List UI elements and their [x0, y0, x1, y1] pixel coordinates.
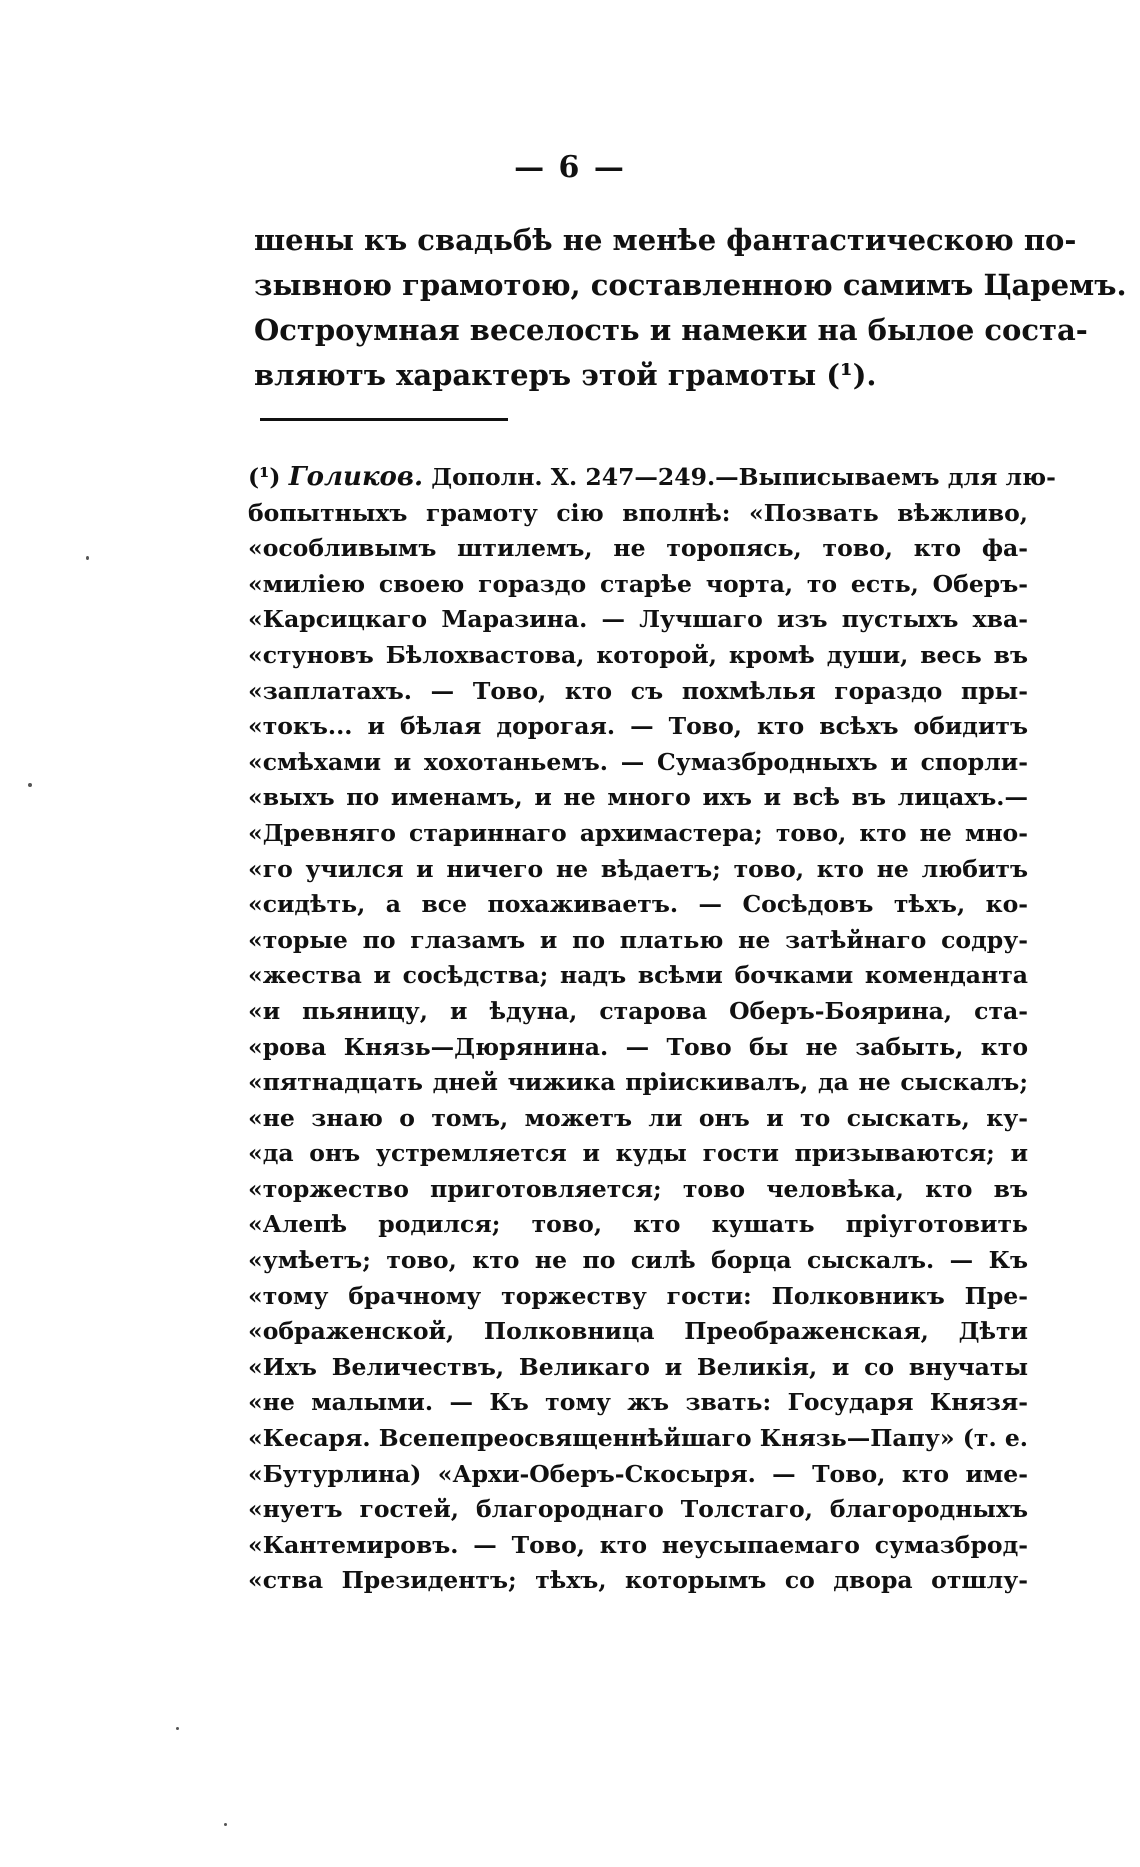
scan-speck: [28, 783, 32, 787]
scan-speck: [86, 556, 89, 560]
footnote-line: «Карсицкаго Маразина. — Лучшаго изъ пустыхъ хва-: [248, 605, 1028, 634]
footnote-line: «жества и сосѣдства; надъ всѣми бочками комендантa: [248, 961, 1028, 990]
footnote-divider: [260, 418, 508, 421]
footnote-line: «смѣхами и хохотаньемъ. — Сумазбродныхъ и спорли-: [248, 747, 1028, 776]
footnote-line: «миліею своею гораздо старѣе чорта, то есть, Оберъ-: [248, 569, 1028, 598]
footnote-line: «особливымъ штилемъ, не торопясь, тово, кто фа-: [248, 534, 1028, 563]
footnote-line: «рова Князь—Дюрянина. — Тово бы не забыть, кто: [248, 1032, 1028, 1061]
footnote-line: «не малыми. — Къ тому жъ звать: Государя Князя-: [248, 1388, 1028, 1417]
footnote-line: «и пьяницу, и ѣдуна, старова Оберъ-Боярина, ста-: [248, 996, 1028, 1025]
footnote-line: «ства Президентъ; тѣхъ, которымъ со двора отшлу-: [248, 1566, 1028, 1595]
scan-speck: [176, 1727, 179, 1730]
footnote-citation: Дополн. Х. 247—249.—Выписываемъ для лю-: [431, 463, 1056, 491]
footnote-line: «торжество приготовляется; тово человѣка, кто въ: [248, 1174, 1028, 1203]
footnote-line: «токъ... и бѣлая дорогая. — Тово, кто всѣхъ обидитъ: [248, 712, 1028, 741]
footnote-author: Голиков.: [288, 462, 424, 492]
footnote-line: «стуновъ Бѣлохвастова, которой, кромѣ души, весь въ: [248, 640, 1028, 669]
main-paragraph: [254, 218, 1127, 398]
footnote-line: «умѣетъ; тово, кто не по силѣ борца сыскалъ. — Къ: [248, 1246, 1028, 1275]
footnote-line: «да онъ устремляется и куды гости призываются; и: [248, 1139, 1028, 1168]
footnote-line: «выхъ по именамъ, и не много ихъ и всѣ въ лицахъ.—: [248, 783, 1028, 812]
footnote-line: «тому брачному торжеству гости: Полковникъ Пре-: [248, 1281, 1028, 1310]
footnote-line: «не знаю о томъ, можетъ ли онъ и то сыскать, ку-: [248, 1103, 1028, 1132]
footnote-marker: (¹): [248, 463, 281, 491]
scan-speck: [224, 1823, 227, 1826]
footnote-line: «ображенской, Полковница Преображенская, Дѣти: [248, 1317, 1028, 1346]
footnote-line: «Древняго стариннаго архимастера; тово, кто не мно-: [248, 818, 1028, 847]
footnote-line: «пятнадцать дней чижика пріискивалъ, да не сыскалъ;: [248, 1068, 1028, 1097]
footnote-line: «торые по глазамъ и по платью не затѣйнаго содру-: [248, 925, 1028, 954]
main-line: Остроумная веселость и намеки на былое соста-: [254, 313, 1088, 347]
footnote: [248, 460, 1056, 1599]
main-line: шены къ свадьбѣ не менѣе фантастическою по-: [254, 223, 1077, 257]
footnote-line: «сидѣть, а все похаживаетъ. — Сосѣдовъ тѣхъ, ко-: [248, 890, 1028, 919]
footnote-line: «Алепѣ родился; тово, кто кушать пріуготовить: [248, 1210, 1028, 1239]
footnote-line: «Кесаря. Всепепреосвященнѣйшаго Князь—Папу» (т. е.: [248, 1424, 1028, 1453]
footnote-line: «го учился и ничего не вѣдаетъ; тово, кто не любитъ: [248, 854, 1028, 883]
footnote-first-line: [248, 460, 1056, 496]
page-number: — 6 —: [514, 150, 626, 185]
footnote-line: «заплатахъ. — Тово, кто съ похмѣлья гораздо пры-: [248, 676, 1028, 705]
main-line: вляютъ характеръ этой грамоты (¹).: [254, 358, 877, 392]
footnote-line: бопытныхъ грамоту сію вполнѣ: «Позвать вѣжливо,: [248, 498, 1028, 527]
footnote-line: «нуетъ гостей, благороднаго Толстаго, благородныхъ: [248, 1495, 1028, 1524]
footnote-line: «Кантемировъ. — Тово, кто неусыпаемаго сумазброд-: [248, 1530, 1028, 1559]
main-line: зывною грамотою, составленною самимъ Царемъ.: [254, 268, 1127, 302]
footnote-line: «Ихъ Величествъ, Великаго и Великія, и со внучаты: [248, 1352, 1028, 1381]
footnote-line: «Бутурлина) «Архи-Оберъ-Скосыря. — Тово, кто име-: [248, 1459, 1028, 1488]
